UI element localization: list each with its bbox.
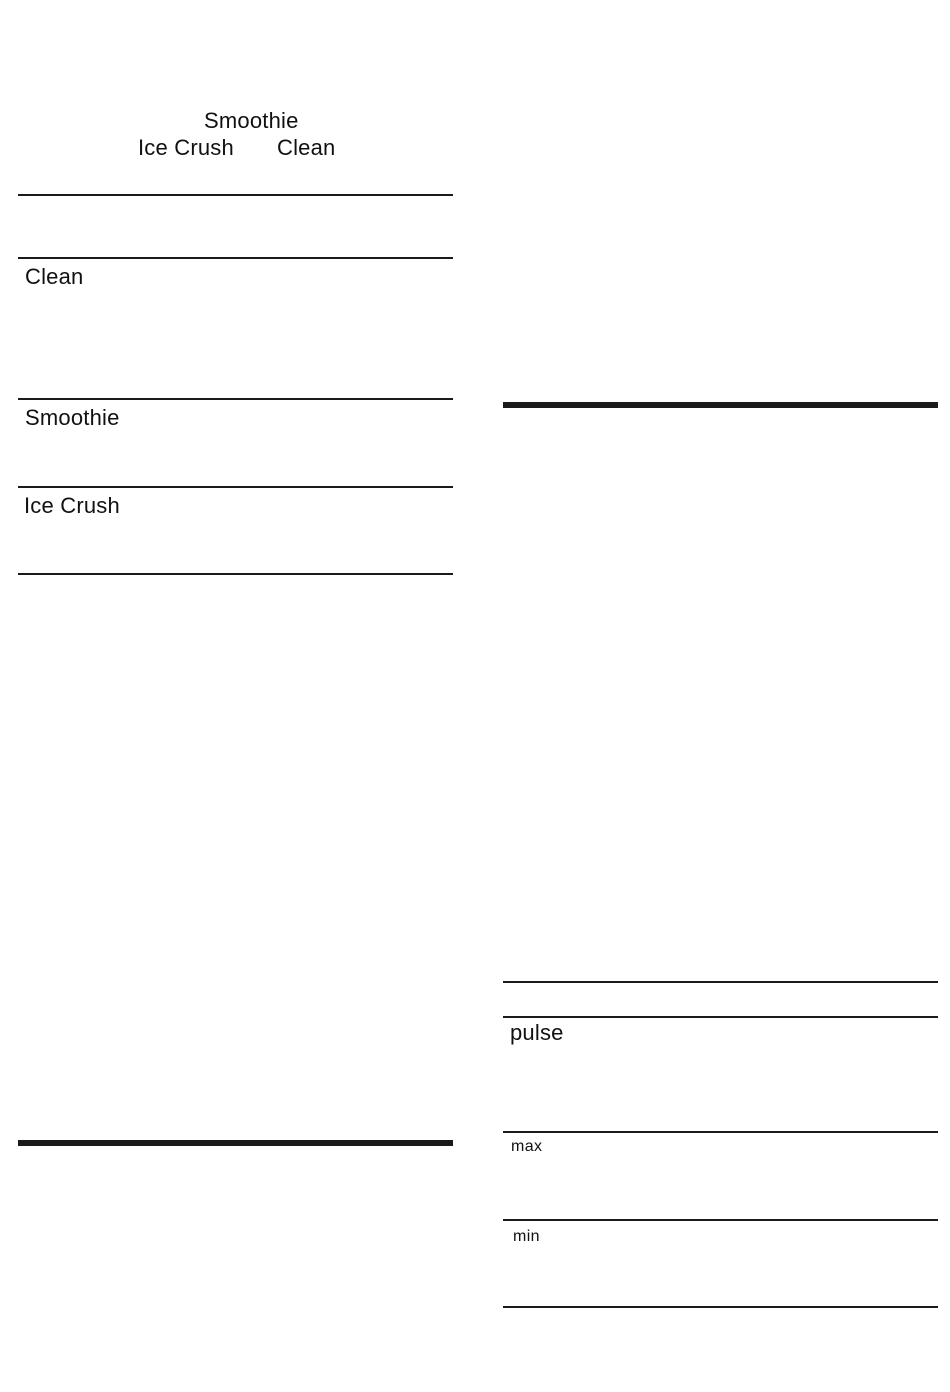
section-divider (18, 1140, 453, 1146)
table-divider (18, 194, 453, 196)
table-divider (503, 1016, 938, 1018)
table-divider (503, 1131, 938, 1133)
table-divider (503, 1219, 938, 1221)
header-ice-crush-label: Ice Crush (138, 135, 234, 160)
section-divider (503, 402, 938, 408)
row-label-pulse: pulse (510, 1020, 564, 1045)
row-label-min: min (513, 1228, 540, 1245)
table-divider (18, 573, 453, 575)
table-divider (503, 981, 938, 983)
row-label-smoothie: Smoothie (25, 405, 120, 430)
header-clean-label: Clean (277, 135, 336, 160)
row-label-max: max (511, 1138, 543, 1155)
row-label-ice-crush: Ice Crush (24, 493, 120, 518)
row-label-clean: Clean (25, 264, 84, 289)
table-divider (18, 257, 453, 259)
header-smoothie-label: Smoothie (204, 108, 299, 133)
table-divider (503, 1306, 938, 1308)
table-divider (18, 398, 453, 400)
table-divider (18, 486, 453, 488)
